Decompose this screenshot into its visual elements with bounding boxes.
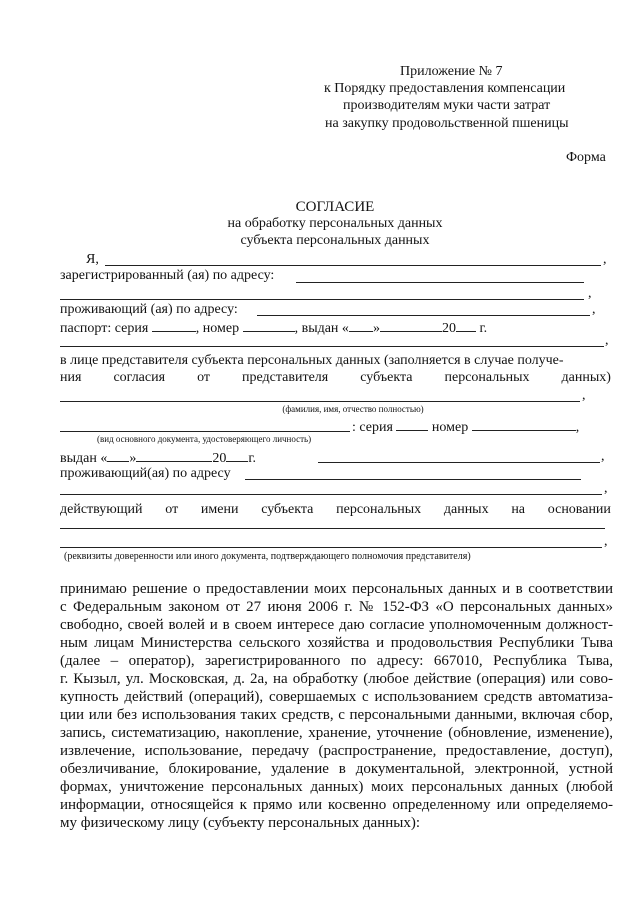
year-suffix: г.: [479, 321, 488, 336]
comma: ,: [582, 388, 586, 403]
acting-basis-line[interactable]: [60, 528, 605, 529]
form-label: Форма: [566, 150, 606, 165]
body-line: купность действий (операций), совершаемых с использованием средств автоматиза-: [60, 689, 613, 705]
issued2-month-field[interactable]: [136, 449, 212, 462]
body-line: формах, уничтожение персональных данных) моих персональных данных (любой: [60, 779, 613, 795]
appendix-line-3: производителям муки части затрат: [343, 98, 551, 113]
doc-subtitle-1: на обработку персональных данных: [227, 216, 443, 231]
body-line: информации, относящейся к прямо или косвенно определенному или определяемо-: [60, 797, 613, 813]
comma: ,: [592, 302, 596, 317]
doc-series-field[interactable]: [396, 418, 428, 431]
fio-caption: (фамилия, имя, отчество полностью): [282, 404, 424, 414]
issued-day-field[interactable]: [349, 319, 373, 332]
doc-subtitle-2: субъекта персональных данных: [240, 233, 430, 248]
issued2-row: выдан « » 20 г.: [60, 451, 257, 466]
passport-issued-label: , выдан «: [294, 321, 349, 336]
issued2-year-field[interactable]: [226, 449, 248, 462]
appendix-line-1: Приложение № 7: [400, 64, 503, 79]
body-line: извлечение, использование, передачу (распространение, предоставление, доступ),: [60, 743, 613, 759]
issued2-day-field[interactable]: [107, 449, 129, 462]
residing2-label: проживающий(ая) по адресу: [60, 466, 231, 481]
series-label: : серия: [352, 420, 393, 435]
body-line: принимаю решение о предоставлении моих персональных данных и в соответствии: [60, 581, 613, 597]
body-line: му физическому лицу (субъекту персональных данных):: [60, 815, 420, 831]
representative-line-1: в лице представителя субъекта персональных данных (заполняется в случае получе-: [60, 353, 564, 368]
body-line: ным лицам Министерства сельского хозяйства и продовольствия Республики Тыва: [60, 635, 613, 651]
body-line: (далее – оператор), зарегистрированного по адресу: 667010, Республика Тыва,: [60, 653, 613, 669]
registered-address-line-2[interactable]: [60, 299, 584, 300]
appendix-line-4: на закупку продовольственной пшеницы: [325, 116, 569, 131]
registered-label: зарегистрированный (ая) по адресу:: [60, 268, 275, 283]
doc-series-row: : серия номер ,: [352, 420, 580, 435]
comma: ,: [588, 286, 592, 301]
passport-series-label: паспорт: серия: [60, 321, 149, 336]
body-line: свободно, своей волей и в своем интересе даю согласие уполномоченным должност-: [60, 617, 613, 633]
residing-label: проживающий (ая) по адресу:: [60, 302, 238, 317]
comma: ,: [604, 534, 608, 549]
comma: ,: [604, 481, 608, 496]
comma: ,: [605, 333, 609, 348]
doc-caption: (вид основного документа, удостоверяющего личность): [97, 434, 312, 444]
doc-title: СОГЛАСИЕ: [295, 199, 375, 215]
passport-number-field[interactable]: [243, 319, 295, 332]
issued-year-field[interactable]: [456, 319, 476, 332]
passport-number-label: , номер: [195, 321, 240, 336]
body-line: с Федеральным законом от 27 июня 2006 г. № 152-ФЗ «О персональных данных»: [60, 599, 613, 615]
proxy-caption: (реквизиты доверенности или иного документа, подтверждающего полномочия представителя): [64, 551, 471, 562]
issued2-label: выдан «: [60, 451, 108, 466]
body-line: запись, систематизацию, накопление, хранение, уточнение (обновление, изменение),: [60, 725, 613, 741]
quote-close: »: [372, 321, 380, 336]
comma: ,: [603, 252, 607, 267]
issued-month-field[interactable]: [380, 319, 442, 332]
residing-address-line[interactable]: [257, 315, 590, 316]
issued2-by-line[interactable]: [318, 462, 600, 463]
body-line: ции или без использования таких средств, с персональными данными, включая сбор,: [60, 707, 613, 723]
document-type-line[interactable]: [60, 431, 350, 432]
name-field-line[interactable]: [105, 265, 601, 266]
doc-number-field[interactable]: [472, 418, 576, 431]
representative-line-2: ния согласия от представителя субъекта персональных данных): [60, 370, 611, 385]
body-line: г. Кызыл, ул. Московская, д. 2а, на обработку (любое действие (операция) или сово-: [60, 671, 613, 687]
acting-line: действующий от имени субъекта персональных данных на основании: [60, 502, 611, 517]
representative-fio-line[interactable]: [60, 401, 580, 402]
passport-series-field[interactable]: [152, 319, 196, 332]
passport-row: [60, 319, 487, 337]
comma: ,: [601, 449, 605, 464]
acting-basis-line-2[interactable]: [60, 547, 602, 548]
residing2-address-line-2[interactable]: [60, 494, 602, 495]
registered-address-line[interactable]: [296, 282, 584, 283]
number-label: номер: [431, 420, 469, 435]
year-prefix: 20: [441, 321, 456, 336]
residing2-address-line[interactable]: [245, 479, 581, 480]
body-line: обезличивание, блокирование, удаление в документальной, электронной, устной: [60, 761, 613, 777]
issued-by-line[interactable]: [60, 346, 604, 347]
ya-label: Я,: [86, 252, 99, 267]
appendix-line-2: к Порядку предоставления компенсации: [324, 81, 566, 96]
